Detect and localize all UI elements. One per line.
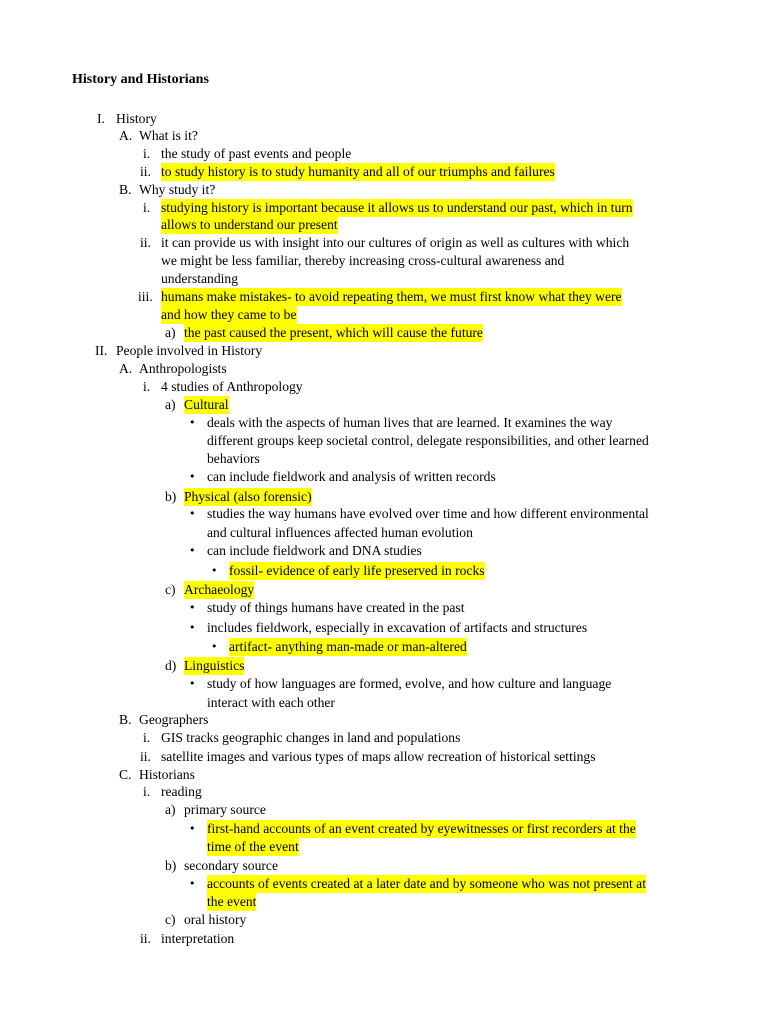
bullet-item-line: behaviors xyxy=(207,451,260,466)
bullet-marker: • xyxy=(189,601,196,614)
list-marker: i. xyxy=(143,784,151,799)
list-marker: ii. xyxy=(140,931,151,946)
list-marker: i. xyxy=(143,146,151,161)
highlighted-bullet-item-line: first-hand accounts of an event created by eyewitnesses or first recorders at the xyxy=(207,821,636,836)
bullet-item: includes fieldwork, especially in excavation of artifacts and structures xyxy=(207,620,588,635)
list-item: 4 studies of Anthropology xyxy=(161,379,303,394)
subheading-why-study-it: Why study it? xyxy=(139,182,216,197)
bullet-marker: • xyxy=(211,640,218,653)
subheading-anthropologists: Anthropologists xyxy=(139,361,227,376)
list-marker: A. xyxy=(119,361,133,376)
list-item: primary source xyxy=(184,802,266,817)
bullet-marker: • xyxy=(189,470,196,483)
list-marker: A. xyxy=(119,128,133,143)
list-marker: a) xyxy=(165,397,176,412)
bullet-item-line: study of how languages are formed, evolve, and how culture and language xyxy=(207,676,612,691)
bullet-item: study of things humans have created in the past xyxy=(207,600,465,615)
list-marker: a) xyxy=(165,325,176,340)
heading-history: History xyxy=(116,111,157,126)
bullet-item: can include fieldwork and DNA studies xyxy=(207,543,422,558)
bullet-item-line: deals with the aspects of human lives that are learned. It examines the way xyxy=(207,415,613,430)
highlighted-item-line: humans make mistakes- to avoid repeating them, we must first know what they were xyxy=(161,289,622,304)
list-item: GIS tracks geographic changes in land and populations xyxy=(161,730,461,745)
list-marker: II. xyxy=(95,343,108,358)
list-item: oral history xyxy=(184,912,247,927)
highlighted-item-line: allows to understand our present xyxy=(161,217,338,232)
highlighted-item: Physical (also forensic) xyxy=(184,489,312,504)
bullet-marker: • xyxy=(189,822,196,835)
highlighted-bullet-item: fossil- evidence of early life preserved in rocks xyxy=(229,563,485,578)
list-item-line: it can provide us with insight into our cultures of origin as well as cultures with which xyxy=(161,235,630,250)
heading-people-involved: People involved in History xyxy=(116,343,263,358)
list-marker: C. xyxy=(119,767,132,782)
highlighted-item: the past caused the present, which will cause the future xyxy=(184,325,483,340)
bullet-item: can include fieldwork and analysis of written records xyxy=(207,469,496,484)
highlighted-item: to study history is to study humanity and all of our triumphs and failures xyxy=(161,164,555,179)
bullet-item-line: interact with each other xyxy=(207,695,335,710)
bullet-item-line: and cultural influences affected human evolution xyxy=(207,525,473,540)
list-marker: i. xyxy=(143,379,151,394)
document-title: History and Historians xyxy=(72,72,209,87)
list-item: secondary source xyxy=(184,858,278,873)
list-item: reading xyxy=(161,784,202,799)
list-item: interpretation xyxy=(161,931,235,946)
bullet-marker: • xyxy=(211,564,218,577)
bullet-item-line: different groups keep societal control, delegate responsibilities, and other learned xyxy=(207,433,649,448)
list-marker: I. xyxy=(97,111,105,126)
list-marker: i. xyxy=(143,730,151,745)
list-marker: ii. xyxy=(140,235,151,250)
list-item-line: understanding xyxy=(161,271,239,286)
list-marker: c) xyxy=(165,582,176,597)
list-marker: b) xyxy=(165,489,177,504)
list-marker: b) xyxy=(165,858,177,873)
bullet-item-line: studies the way humans have evolved over time and how different environmental xyxy=(207,506,649,521)
list-marker: d) xyxy=(165,658,177,673)
bullet-marker: • xyxy=(189,677,196,690)
highlighted-item: Linguistics xyxy=(184,658,245,673)
highlighted-item-line: and how they came to be xyxy=(161,307,297,322)
highlighted-bullet-item-line: time of the event xyxy=(207,839,299,854)
subheading-what-is-it: What is it? xyxy=(139,128,198,143)
list-marker: i. xyxy=(143,200,151,215)
list-marker: ii. xyxy=(140,164,151,179)
subheading-geographers: Geographers xyxy=(139,712,209,727)
subheading-historians: Historians xyxy=(139,767,195,782)
list-marker: a) xyxy=(165,802,176,817)
bullet-marker: • xyxy=(189,877,196,890)
list-item-line: we might be less familiar, thereby increasing cross-cultural awareness and xyxy=(161,253,565,268)
list-item: the study of past events and people xyxy=(161,146,352,161)
list-marker: iii. xyxy=(138,289,153,304)
highlighted-bullet-item-line: accounts of events created at a later date and by someone who was not present at xyxy=(207,876,646,891)
list-item: satellite images and various types of maps allow recreation of historical settings xyxy=(161,749,596,764)
highlighted-bullet-item-line: the event xyxy=(207,894,257,909)
list-marker: B. xyxy=(119,182,132,197)
bullet-marker: • xyxy=(189,621,196,634)
list-marker: c) xyxy=(165,912,176,927)
list-marker: B. xyxy=(119,712,132,727)
bullet-marker: • xyxy=(189,507,196,520)
highlighted-bullet-item: artifact- anything man-made or man-altered xyxy=(229,639,467,654)
bullet-marker: • xyxy=(189,416,196,429)
list-marker: ii. xyxy=(140,749,151,764)
highlighted-item: Cultural xyxy=(184,397,229,412)
highlighted-item-line: studying history is important because it allows us to understand our past, which in turn xyxy=(161,200,633,215)
bullet-marker: • xyxy=(189,544,196,557)
highlighted-item: Archaeology xyxy=(184,582,255,597)
